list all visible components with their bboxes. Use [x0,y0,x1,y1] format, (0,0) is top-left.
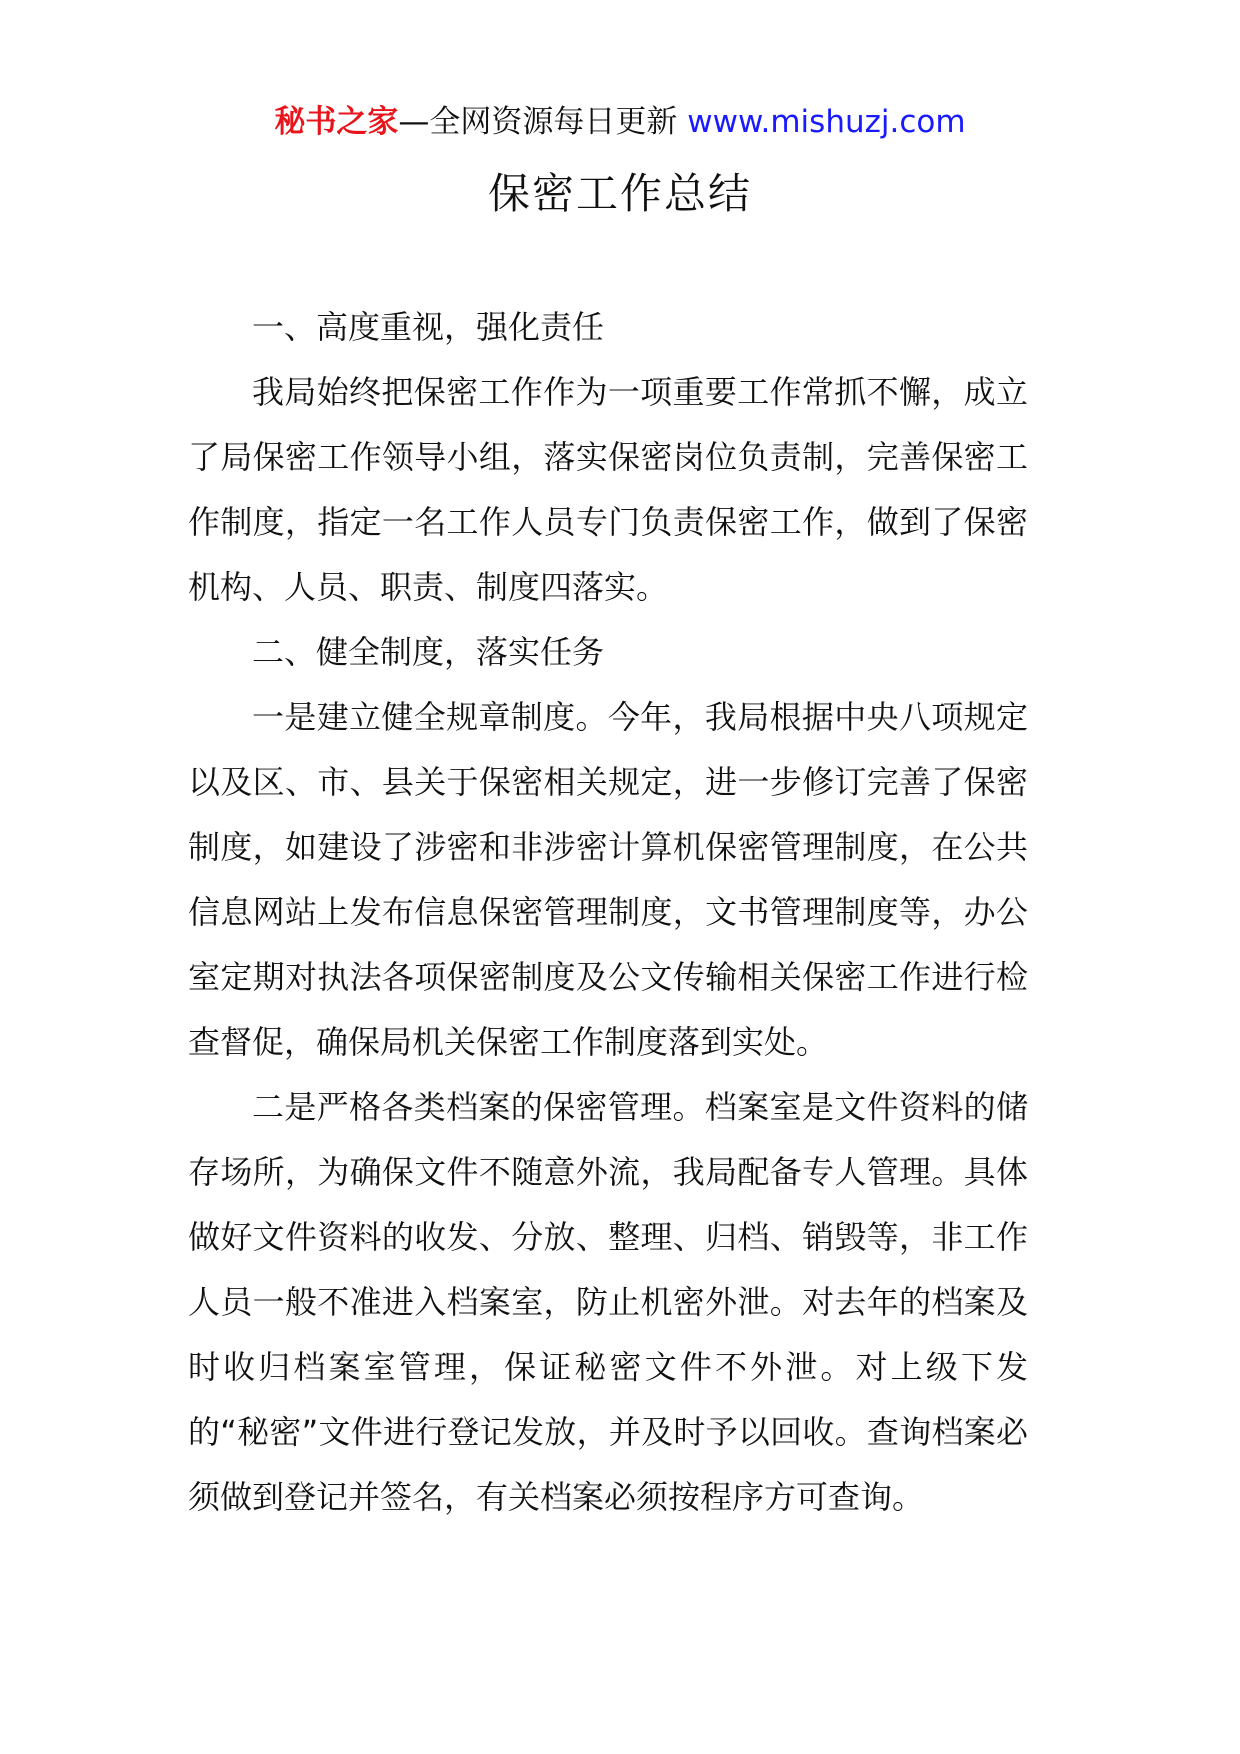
header-slogan: —全网资源每日更新 [398,104,688,140]
section-heading-1: 一、高度重视，强化责任 [252,308,605,346]
document-title: 保密工作总结 [487,169,752,218]
section-heading-2: 二、健全制度，落实任务 [252,633,605,671]
brand-name: 秘书之家 [274,104,399,140]
paragraph-2: 一是建立健全规章制度。今年，我局根据中央八项规定以及区、市、县关于保密相关规定，进一步修订完善了保密制度，如建设了涉密和非涉密计算机保密管理制度，在公共信息网站上发布信息保密管理制度，文书管理制度等，办公室定期对执法各项保密制度及公文传输相关保密工作进行检查督促，确保局机关保密工作制度落到实处。 [188,698,1028,1061]
paragraph-1: 我局始终把保密工作作为一项重要工作常抓不懈，成立了局保密工作领导小组，落实保密岗位负责制，完善保密工作制度，指定一名工作人员专门负责保密工作，做到了保密机构、人员、职责、制度四落实。 [188,373,1028,606]
site-header [0,100,1240,144]
paragraph-3: 二是严格各类档案的保密管理。档案室是文件资料的储存场所，为确保文件不随意外流，我局配备专人管理。具体做好文件资料的收发、分放、整理、归档、销毁等，非工作人员一般不准进入档案室，防止机密外泄。对去年的档案及时收归档案室管理，保证秘密文件不外泄。对上级下发的“秘密”文件进行登记发放，并及时予以回收。查询档案必须做到登记并签名，有关档案必须按程序方可查询。 [188,1088,1028,1516]
site-url: www.mishuzj.com [687,104,966,140]
document-body [188,295,1028,1530]
